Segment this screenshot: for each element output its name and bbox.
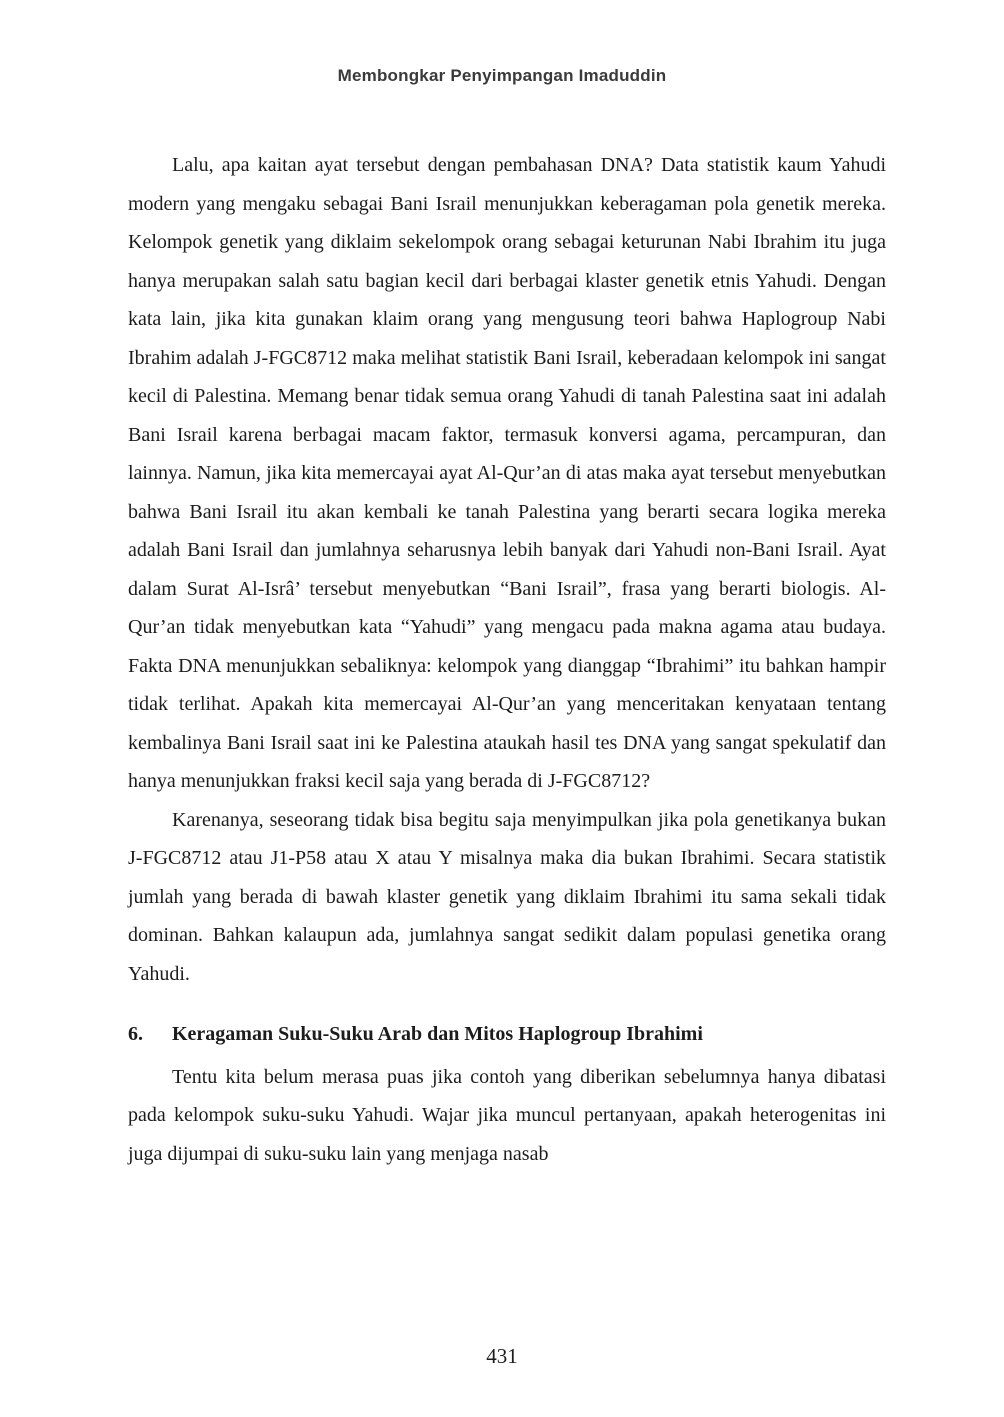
section-title: Keragaman Suku-Suku Arab dan Mitos Haplogroup Ibrahimi: [172, 1023, 703, 1045]
body-text: [128, 146, 886, 1173]
running-header: Membongkar Penyimpangan Imaduddin: [337, 66, 667, 85]
page-number: 431: [486, 1344, 518, 1368]
section-number: 6.: [128, 1023, 143, 1045]
paragraph-3: Tentu kita belum merasa puas jika contoh yang diberikan sebelumnya hanya dibatasi pada kelompok suku-suku Yahudi. Wajar jika muncul pertanyaan, apakah heterogenitas ini juga dijumpai di suku-suku lain yang menjaga nasab: [128, 1065, 886, 1165]
paragraph-2: Karenanya, seseorang tidak bisa begitu saja menyimpulkan jika pola genetikanya bukan J-FGC8712 atau J1-P58 atau X atau Y misalnya maka dia bukan Ibrahimi. Secara statistik jumlah yang berada di bawah klaster genetik yang diklaim Ibrahimi itu sama sekali tidak dominan. Bahkan kalaupun ada, jumlahnya sangat sedikit dalam populasi genetika orang Yahudi.: [128, 808, 886, 985]
section-heading: [128, 1015, 886, 1054]
paragraph-1: Lalu, apa kaitan ayat tersebut dengan pembahasan DNA? Data statistik kaum Yahudi modern yang mengaku sebagai Bani Israil menunjukkan keberagaman pola genetik mereka. Kelompok genetik yang diklaim sekelompok orang sebagai keturunan Nabi Ibrahim itu juga hanya merupakan salah satu bagian kecil dari berbagai klaster genetik etnis Yahudi. Dengan kata lain, jika kita gunakan klaim orang yang mengusung teori bahwa Haplogroup Nabi Ibrahim adalah J-FGC8712 maka melihat statistik Bani Israil, keberadaan kelompok ini sangat kecil di Palestina. Memang benar tidak semua orang Yahudi di tanah Palestina saat ini adalah Bani Israil karena berbagai macam faktor, termasuk konversi agama, percampuran, dan lainnya. Namun, jika kita memercayai ayat Al-Qur’an di atas maka ayat tersebut menyebutkan bahwa Bani Israil itu akan kembali ke tanah Palestina yang berarti secara logika mereka adalah Bani Israil dan jumlahnya seharusnya lebih banyak dari Yahudi non-Bani Israil. Ayat dalam Surat Al-Isrâ’ tersebut menyebutkan “Bani Israil”, frasa yang berarti biologis. Al-Qur’an tidak menyebutkan kata “Yahudi” yang mengacu pada makna agama atau budaya. Fakta DNA menunjukkan sebaliknya: kelompok yang dianggap “Ibrahimi” itu bahkan hampir tidak terlihat. Apakah kita memercayai Al-Qur’an yang menceritakan kenyataan tentang kembalinya Bani Israil saat ini ke Palestina ataukah hasil tes DNA yang sangat spekulatif dan hanya menunjukkan fraksi kecil saja yang berada di J-FGC8712?: [128, 154, 886, 792]
